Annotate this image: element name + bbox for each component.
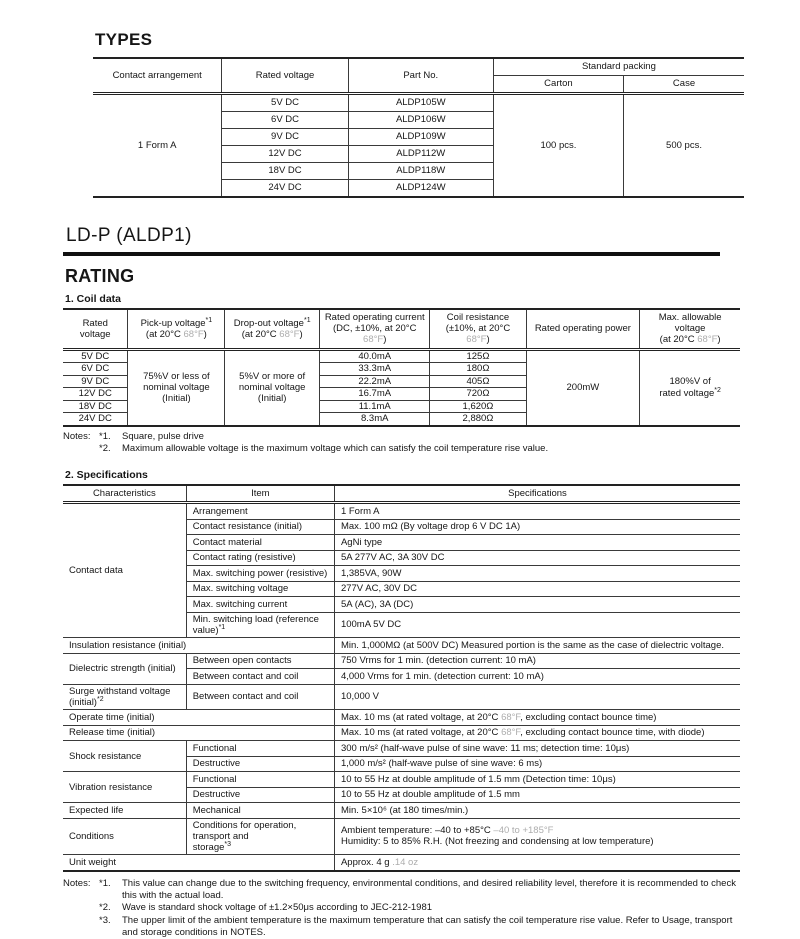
types-section xyxy=(93,30,740,198)
cell: 10 to 55 Hz at double amplitude of 1.5 mm (Detection time: 10μs) xyxy=(334,772,740,788)
header-cell: Standard packing xyxy=(493,58,744,76)
cell: Max. switching voltage xyxy=(186,581,334,597)
cell: Between open contacts xyxy=(186,653,334,669)
coil-data-table xyxy=(63,308,740,427)
note-mark: *2. xyxy=(99,442,111,454)
cell: Contact data xyxy=(63,503,186,638)
types-title: TYPES xyxy=(95,30,153,49)
cell: 11.1mA xyxy=(320,400,430,413)
cell: Contact rating (resistive) xyxy=(186,550,334,566)
cell: 9V DC xyxy=(63,375,128,388)
table-row xyxy=(63,855,740,871)
table-row xyxy=(63,710,740,726)
header-cell: Characteristics xyxy=(63,485,186,503)
cell: Vibration resistance xyxy=(63,772,186,803)
cell: 5A (AC), 3A (DC) xyxy=(334,597,740,613)
cell: 18V DC xyxy=(222,163,348,180)
header-cell: Coil resistance (±10%, at 20°C 68°F) xyxy=(430,309,526,349)
footer-notes xyxy=(63,878,740,939)
table-row xyxy=(63,684,740,709)
note-pre xyxy=(63,902,99,914)
cell: 9V DC xyxy=(222,129,348,146)
cell: 6V DC xyxy=(222,112,348,129)
cell: 1 Form A xyxy=(334,503,740,520)
cell: 24V DC xyxy=(63,413,128,426)
cell: Shock resistance xyxy=(63,741,186,772)
cell: 500 pcs. xyxy=(624,94,744,198)
table-row xyxy=(63,772,740,788)
specifications-table xyxy=(63,484,740,871)
cell: AgNi type xyxy=(334,535,740,551)
cell: Unit weight xyxy=(63,855,334,871)
cell: 405Ω xyxy=(430,375,526,388)
cell: 277V AC, 30V DC xyxy=(334,581,740,597)
cell: 5V DC xyxy=(222,94,348,112)
cell: Release time (initial) xyxy=(63,725,334,741)
note-txt: This value can change due to the switching frequency, environmental conditions, and desired reliability level, therefore it is recommended to check this with the actual load. xyxy=(122,877,736,902)
cell: ALDP106W xyxy=(348,112,493,129)
note xyxy=(63,878,740,903)
specifications-title: 2. Specifications xyxy=(65,469,148,482)
cell: 200mW xyxy=(526,349,640,426)
note-mark: *2. xyxy=(99,902,111,914)
cell: Between contact and coil xyxy=(186,669,334,685)
note xyxy=(63,431,740,443)
cell: 75%V or less of nominal voltage (Initial) xyxy=(128,349,225,426)
cell: 24V DC xyxy=(222,180,348,198)
cell: Max. 10 ms (at rated voltage, at 20°C 68°F, excluding contact bounce time, with diode) xyxy=(334,725,740,741)
cell: 5%V or more of nominal voltage (Initial) xyxy=(225,349,320,426)
cell: Between contact and coil xyxy=(186,684,334,709)
cell: 16.7mA xyxy=(320,388,430,401)
header-cell: Max. allowable voltage (at 20°C 68°F) xyxy=(640,309,740,349)
table-row xyxy=(63,741,740,757)
note xyxy=(63,443,740,455)
cell: 1,620Ω xyxy=(430,400,526,413)
header-cell: Pick-up voltage$^{*1}$ (at 20°C 68°F) xyxy=(128,309,225,349)
cell: Ambient temperature: –40 to +85°C –40 to +185°F Humidity: 5 to 85% R.H. (Not freezing and condensing at low temperature) xyxy=(334,818,740,855)
cell: 180Ω xyxy=(430,363,526,376)
table-row xyxy=(63,503,740,520)
cell: 6V DC xyxy=(63,363,128,376)
cell: Mechanical xyxy=(186,803,334,819)
cell: 12V DC xyxy=(63,388,128,401)
cell: 2,880Ω xyxy=(430,413,526,426)
note-pre xyxy=(63,915,99,939)
cell: Functional xyxy=(186,772,334,788)
cell: ALDP112W xyxy=(348,146,493,163)
types-table xyxy=(93,57,740,198)
cell: 5V DC xyxy=(63,349,128,363)
table-row xyxy=(63,818,740,855)
cell: Max. 10 ms (at rated voltage, at 20°C 68°F, excluding contact bounce time) xyxy=(334,710,740,726)
header-cell: Drop-out voltage$^{*1}$ (at 20°C 68°F) xyxy=(225,309,320,349)
cell: ALDP105W xyxy=(348,94,493,112)
cell: ALDP118W xyxy=(348,163,493,180)
table-row xyxy=(63,653,740,669)
table-row xyxy=(63,485,740,503)
section-rule xyxy=(63,252,720,256)
coil-data-title: 1. Coil data xyxy=(65,293,122,305)
cell: ALDP109W xyxy=(348,129,493,146)
note-txt: The upper limit of the ambient temperature is the maximum temperature that can satisfy the coil temperature rise value. Refer to Usage, transport and storage conditions in NOTES. xyxy=(122,914,733,939)
cell: Expected life xyxy=(63,803,186,819)
table-row xyxy=(63,349,740,363)
cell: Approx. 4 g .14 oz xyxy=(334,855,740,871)
cell: 100mA 5V DC xyxy=(334,612,740,637)
cell: Conditions for operation, transport and storage$^{*3}$ xyxy=(186,818,334,855)
table-row xyxy=(63,638,740,654)
cell: Operate time (initial) xyxy=(63,710,334,726)
cell: 1,385VA, 90W xyxy=(334,566,740,582)
note-txt: Maximum allowable voltage is the maximum voltage which can satisfy the coil temperature rise value. xyxy=(122,442,549,454)
cell: 10,000 V xyxy=(334,684,740,709)
cell: 4,000 Vrms for 1 min. (detection current: 10 mA) xyxy=(334,669,740,685)
cell: 100 pcs. xyxy=(493,94,623,198)
header-cell: Specifications xyxy=(334,485,740,503)
cell: Insulation resistance (initial) xyxy=(63,638,334,654)
table-row xyxy=(93,58,744,76)
cell: Destructive xyxy=(186,756,334,772)
rating-title: RATING xyxy=(65,266,135,286)
cell: 10 to 55 Hz at double amplitude of 1.5 mm xyxy=(334,787,740,803)
cell: 40.0mA xyxy=(320,349,430,363)
cell: 18V DC xyxy=(63,400,128,413)
note-mark: *1. xyxy=(99,877,111,889)
cell: Dielectric strength (initial) xyxy=(63,653,186,684)
note-pre: Notes: xyxy=(63,430,91,442)
header-cell: Contact arrangement xyxy=(93,58,222,94)
note-pre: Notes: xyxy=(63,877,91,889)
header-cell: Item xyxy=(186,485,334,503)
header-cell: Part No. xyxy=(348,58,493,94)
cell: ALDP124W xyxy=(348,180,493,198)
cell: 12V DC xyxy=(222,146,348,163)
header-cell: Rated operating current (DC, ±10%, at 20°C 68°F) xyxy=(320,309,430,349)
cell: 5A 277V AC, 3A 30V DC xyxy=(334,550,740,566)
cell: Conditions xyxy=(63,818,186,855)
cell: Contact material xyxy=(186,535,334,551)
cell: Max. switching power (resistive) xyxy=(186,566,334,582)
cell: Contact resistance (initial) xyxy=(186,519,334,535)
table-row xyxy=(63,725,740,741)
table-row xyxy=(93,94,744,112)
cell: 125Ω xyxy=(430,349,526,363)
coil-notes xyxy=(63,431,740,456)
cell: 22.2mA xyxy=(320,375,430,388)
cell: Min. switching load (reference value)$^{*1}$ xyxy=(186,612,334,637)
header-cell: Carton xyxy=(493,76,623,94)
cell: Max. switching current xyxy=(186,597,334,613)
cell: 1,000 m/s² (half-wave pulse of sine wave: 6 ms) xyxy=(334,756,740,772)
cell: 750 Vrms for 1 min. (detection current: 10 mA) xyxy=(334,653,740,669)
table-row xyxy=(63,309,740,349)
note-txt: Square, pulse drive xyxy=(122,430,204,442)
header-cell: Case xyxy=(624,76,744,94)
cell: 8.3mA xyxy=(320,413,430,426)
cell: Arrangement xyxy=(186,503,334,520)
cell: Surge withstand voltage (initial)$^{*2}$ xyxy=(63,684,186,709)
cell: Min. 1,000MΩ (at 500V DC) Measured portion is the same as the case of dielectric voltage. xyxy=(334,638,740,654)
series-title: LD-P (ALDP1) xyxy=(66,225,192,246)
cell: 300 m/s² (half-wave pulse of sine wave: 11 ms; detection time: 10μs) xyxy=(334,741,740,757)
header-cell: Rated voltage xyxy=(222,58,348,94)
note-mark: *1. xyxy=(99,430,111,442)
cell: Destructive xyxy=(186,787,334,803)
note-mark: *3. xyxy=(99,914,111,926)
note-txt: Wave is standard shock voltage of ±1.2×50μs according to JEC-212-1981 xyxy=(122,902,433,914)
table-row xyxy=(63,803,740,819)
cell: Functional xyxy=(186,741,334,757)
cell: Max. 100 mΩ (By voltage drop 6 V DC 1A) xyxy=(334,519,740,535)
header-cell: Rated operating power xyxy=(526,309,640,349)
note xyxy=(63,915,740,939)
cell: 720Ω xyxy=(430,388,526,401)
cell: 1 Form A xyxy=(93,94,222,198)
note-pre xyxy=(63,443,99,455)
header-cell: Rated voltage xyxy=(63,309,128,349)
cell: Min. 5×10⁶ (at 180 times/min.) xyxy=(334,803,740,819)
cell: 33.3mA xyxy=(320,363,430,376)
cell: 180%V of rated voltage$^{*2}$ xyxy=(640,349,740,426)
note xyxy=(63,902,740,914)
